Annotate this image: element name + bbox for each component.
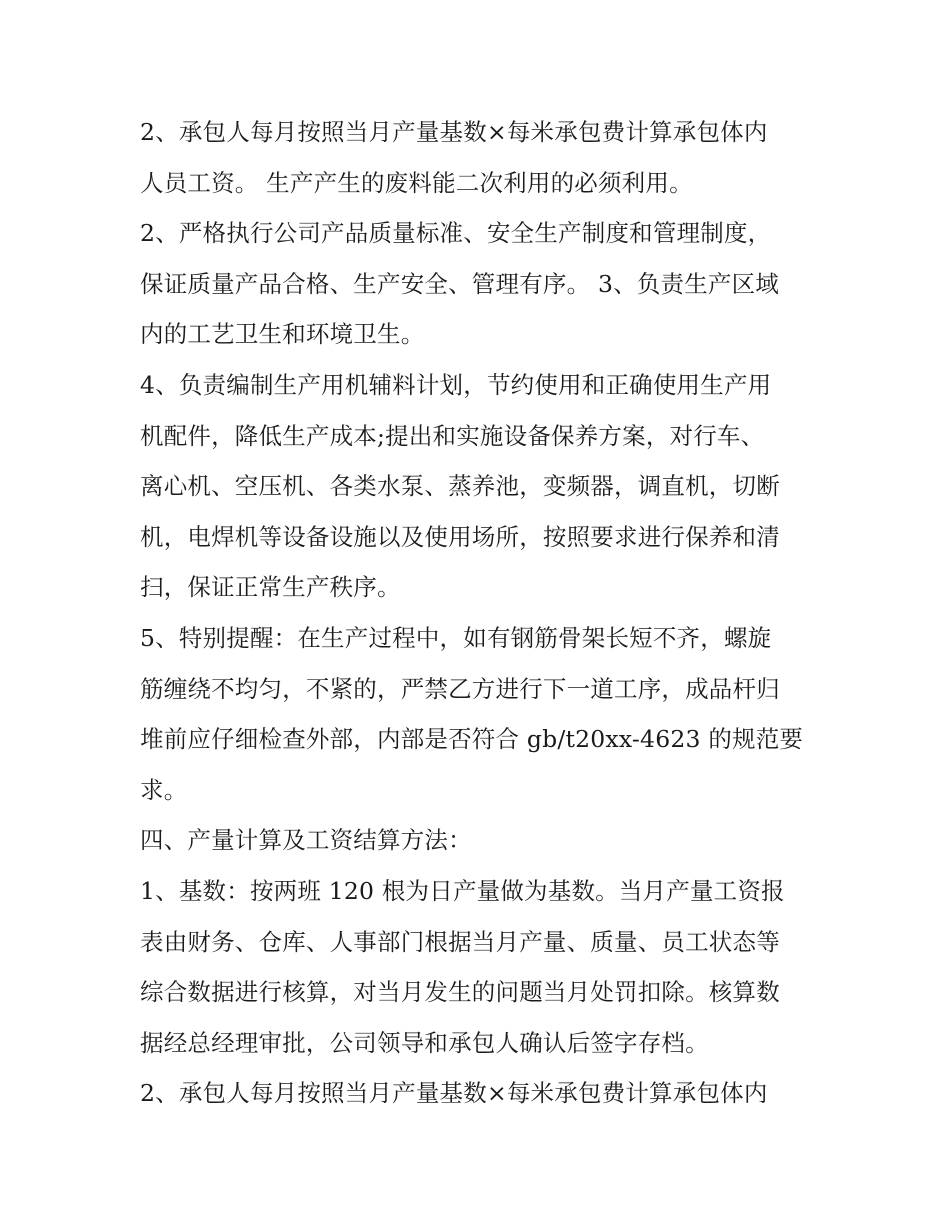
text-line: 据经总经理审批，公司领导和承包人确认后签字存档。	[140, 1028, 709, 1057]
text-line: 保证质量产品合格、生产安全、管理有序。 3、负责生产区域	[140, 269, 780, 298]
paragraph-wage-calculation	[140, 107, 830, 208]
paragraph-wage-calculation-repeat	[140, 1068, 830, 1119]
text-line: 2、承包人每月按照当月产量基数×每米承包费计算承包体内	[140, 1079, 768, 1108]
text-line: 综合数据进行核算，对当月发生的问题当月处罚扣除。核算数	[140, 978, 780, 1007]
paragraph-equipment-maintenance	[140, 360, 830, 613]
text-line: 2、承包人每月按照当月产量基数×每米承包费计算承包体内	[140, 118, 768, 146]
section-heading	[140, 815, 830, 866]
text-line: 5、特别提醒：在生产过程中，如有钢筋骨架长短不齐，螺旋	[140, 623, 772, 652]
text-line: 2、严格执行公司产品质量标准、安全生产制度和管理制度，	[140, 219, 772, 248]
text-line: 1、基数：按两班 120 根为日产量做为基数。当月产量工资报	[140, 876, 785, 905]
text-line: 求。	[140, 775, 188, 804]
text-line: 堆前应仔细检查外部，内部是否符合 gb/t20xx-4623 的规范要	[140, 725, 804, 754]
text-line: 机，电焊机等设备设施以及使用场所，按照要求进行保养和清	[140, 522, 780, 551]
text-line: 内的工艺卫生和环境卫生。	[140, 320, 425, 349]
text-line: 扫，保证正常生产秩序。	[140, 573, 401, 602]
text-line: 机配件，降低生产成本;提出和实施设备保养方案，对行车、	[140, 421, 765, 450]
document-body	[140, 107, 830, 1119]
paragraph-quality-standards	[140, 208, 830, 360]
text-line: 筋缠绕不均匀，不紧的，严禁乙方进行下一道工序，成品杆归	[140, 674, 780, 703]
text-line: 人员工资。 生产产生的废料能二次利用的必须利用。	[140, 168, 693, 197]
text-line: 四、产量计算及工资结算方法：	[140, 826, 472, 855]
text-line: 离心机、空压机、各类水泵、蒸养池，变频器，调直机，切断	[140, 472, 780, 501]
text-line: 表由财务、仓库、人事部门根据当月产量、质量、员工状态等	[140, 927, 780, 956]
paragraph-base-quantity	[140, 866, 830, 1068]
paragraph-special-reminder	[140, 613, 830, 815]
text-line: 4、负责编制生产用机辅料计划，节约使用和正确使用生产用	[140, 370, 772, 399]
